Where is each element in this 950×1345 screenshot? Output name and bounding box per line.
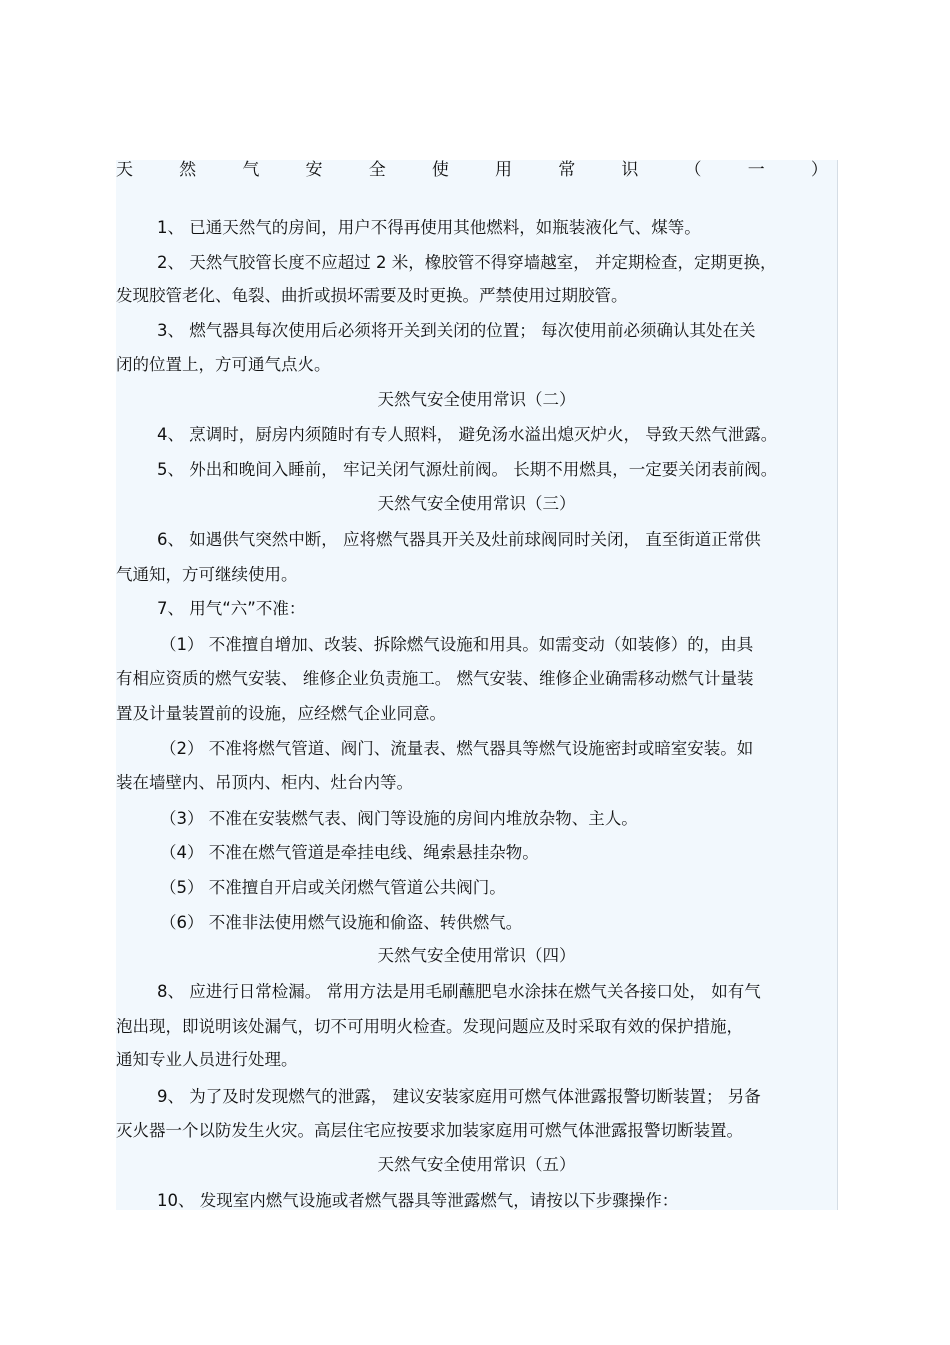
document-title <box>116 158 828 182</box>
paragraph-10: 10、 发现室内燃气设施或者燃气器具等泄露燃气，请按以下步骤操作： <box>157 1191 679 1210</box>
paragraph-8-line-3: 通知专业人员进行处理。 <box>116 1050 298 1069</box>
paragraph-7: 7、 用气“六”不准： <box>157 599 306 618</box>
section-heading-3: 天然气安全使用常识（三） <box>377 494 576 513</box>
paragraph-6-line-2: 气通知，方可继续使用。 <box>116 565 298 584</box>
paragraph-4: 4、 烹调时，厨房内须随时有专人照料， 避免汤水溢出熄灭炉火， 导致天然气泄露。 <box>157 425 778 444</box>
title-char: （ <box>684 160 702 180</box>
rule-4: （4） 不准在燃气管道是牵挂电线、绳索悬挂杂物。 <box>160 843 539 862</box>
rule-1-line-1: （1） 不准擅自增加、改装、拆除燃气设施和用具。如需变动（如装修）的，由具 <box>160 635 754 654</box>
title-char: 使 <box>431 160 449 180</box>
title-char: 然 <box>179 160 197 180</box>
title-char: 安 <box>305 160 323 180</box>
paragraph-8-line-1: 8、 应进行日常检漏。 常用方法是用毛刷蘸肥皂水涂抹在燃气关各接口处， 如有气 <box>157 982 761 1001</box>
section-heading-2: 天然气安全使用常识（二） <box>377 390 576 409</box>
rule-6: （6） 不准非法使用燃气设施和偷盗、转供燃气。 <box>160 913 523 932</box>
paragraph-2-line-1: 2、 天然气胶管长度不应超过 2 米，橡胶管不得穿墙越室， 并定期检查，定期更换， <box>157 253 777 272</box>
paragraph-8-line-2: 泡出现，即说明该处漏气，切不可用明火检查。发现问题应及时采取有效的保护措施， <box>116 1017 743 1036</box>
paragraph-9-line-1: 9、 为了及时发现燃气的泄露， 建议安装家庭用可燃气体泄露报警切断装置； 另备 <box>157 1087 761 1106</box>
rule-1-line-2: 有相应资质的燃气安装、 维修企业负责施工。 燃气安装、维修企业确需移动燃气计量装 <box>116 669 754 688</box>
rule-5: （5） 不准擅自开启或关闭燃气管道公共阀门。 <box>160 878 506 897</box>
rule-1-line-3: 置及计量装置前的设施，应经燃气企业同意。 <box>116 704 446 723</box>
title-char: 全 <box>368 160 386 180</box>
rule-2-line-2: 装在墙壁内、吊顶内、柜内、灶台内等。 <box>116 773 413 792</box>
paragraph-5: 5、 外出和晚间入睡前， 牢记关闭气源灶前阀。 长期不用燃具，一定要关闭表前阀。 <box>157 460 778 479</box>
rule-3: （3） 不准在安装燃气表、阀门等设施的房间内堆放杂物、主人。 <box>160 809 638 828</box>
section-heading-5: 天然气安全使用常识（五） <box>377 1155 576 1174</box>
title-char: 一 <box>747 160 765 180</box>
title-char: 天 <box>116 160 133 180</box>
paragraph-2-line-2: 发现胶管老化、龟裂、曲折或损坏需要及时更换。严禁使用过期胶管。 <box>116 286 628 305</box>
title-char: 气 <box>242 160 260 180</box>
section-heading-4: 天然气安全使用常识（四） <box>377 946 576 965</box>
title-char: 用 <box>495 160 513 180</box>
rule-2-line-1: （2） 不准将燃气管道、阀门、流量表、燃气器具等燃气设施密封或暗室安装。如 <box>160 739 754 758</box>
paragraph-3-line-1: 3、 燃气器具每次使用后必须将开关到关闭的位置； 每次使用前必须确认其处在关 <box>157 321 756 340</box>
title-char: 常 <box>558 160 576 180</box>
paragraph-9-line-2: 灭火器一个以防发生火灾。高层住宅应按要求加装家庭用可燃气体泄露报警切断装置。 <box>116 1121 743 1140</box>
title-char: ） <box>810 160 828 180</box>
paragraph-6-line-1: 6、 如遇供气突然中断， 应将燃气器具开关及灶前球阀同时关闭， 直至街道正常供 <box>157 530 761 549</box>
paragraph-3-line-2: 闭的位置上，方可通气点火。 <box>116 355 331 374</box>
title-char: 识 <box>621 160 639 180</box>
paragraph-1: 1、 已通天然气的房间，用户不得再使用其他燃料，如瓶装液化气、煤等。 <box>157 218 701 237</box>
